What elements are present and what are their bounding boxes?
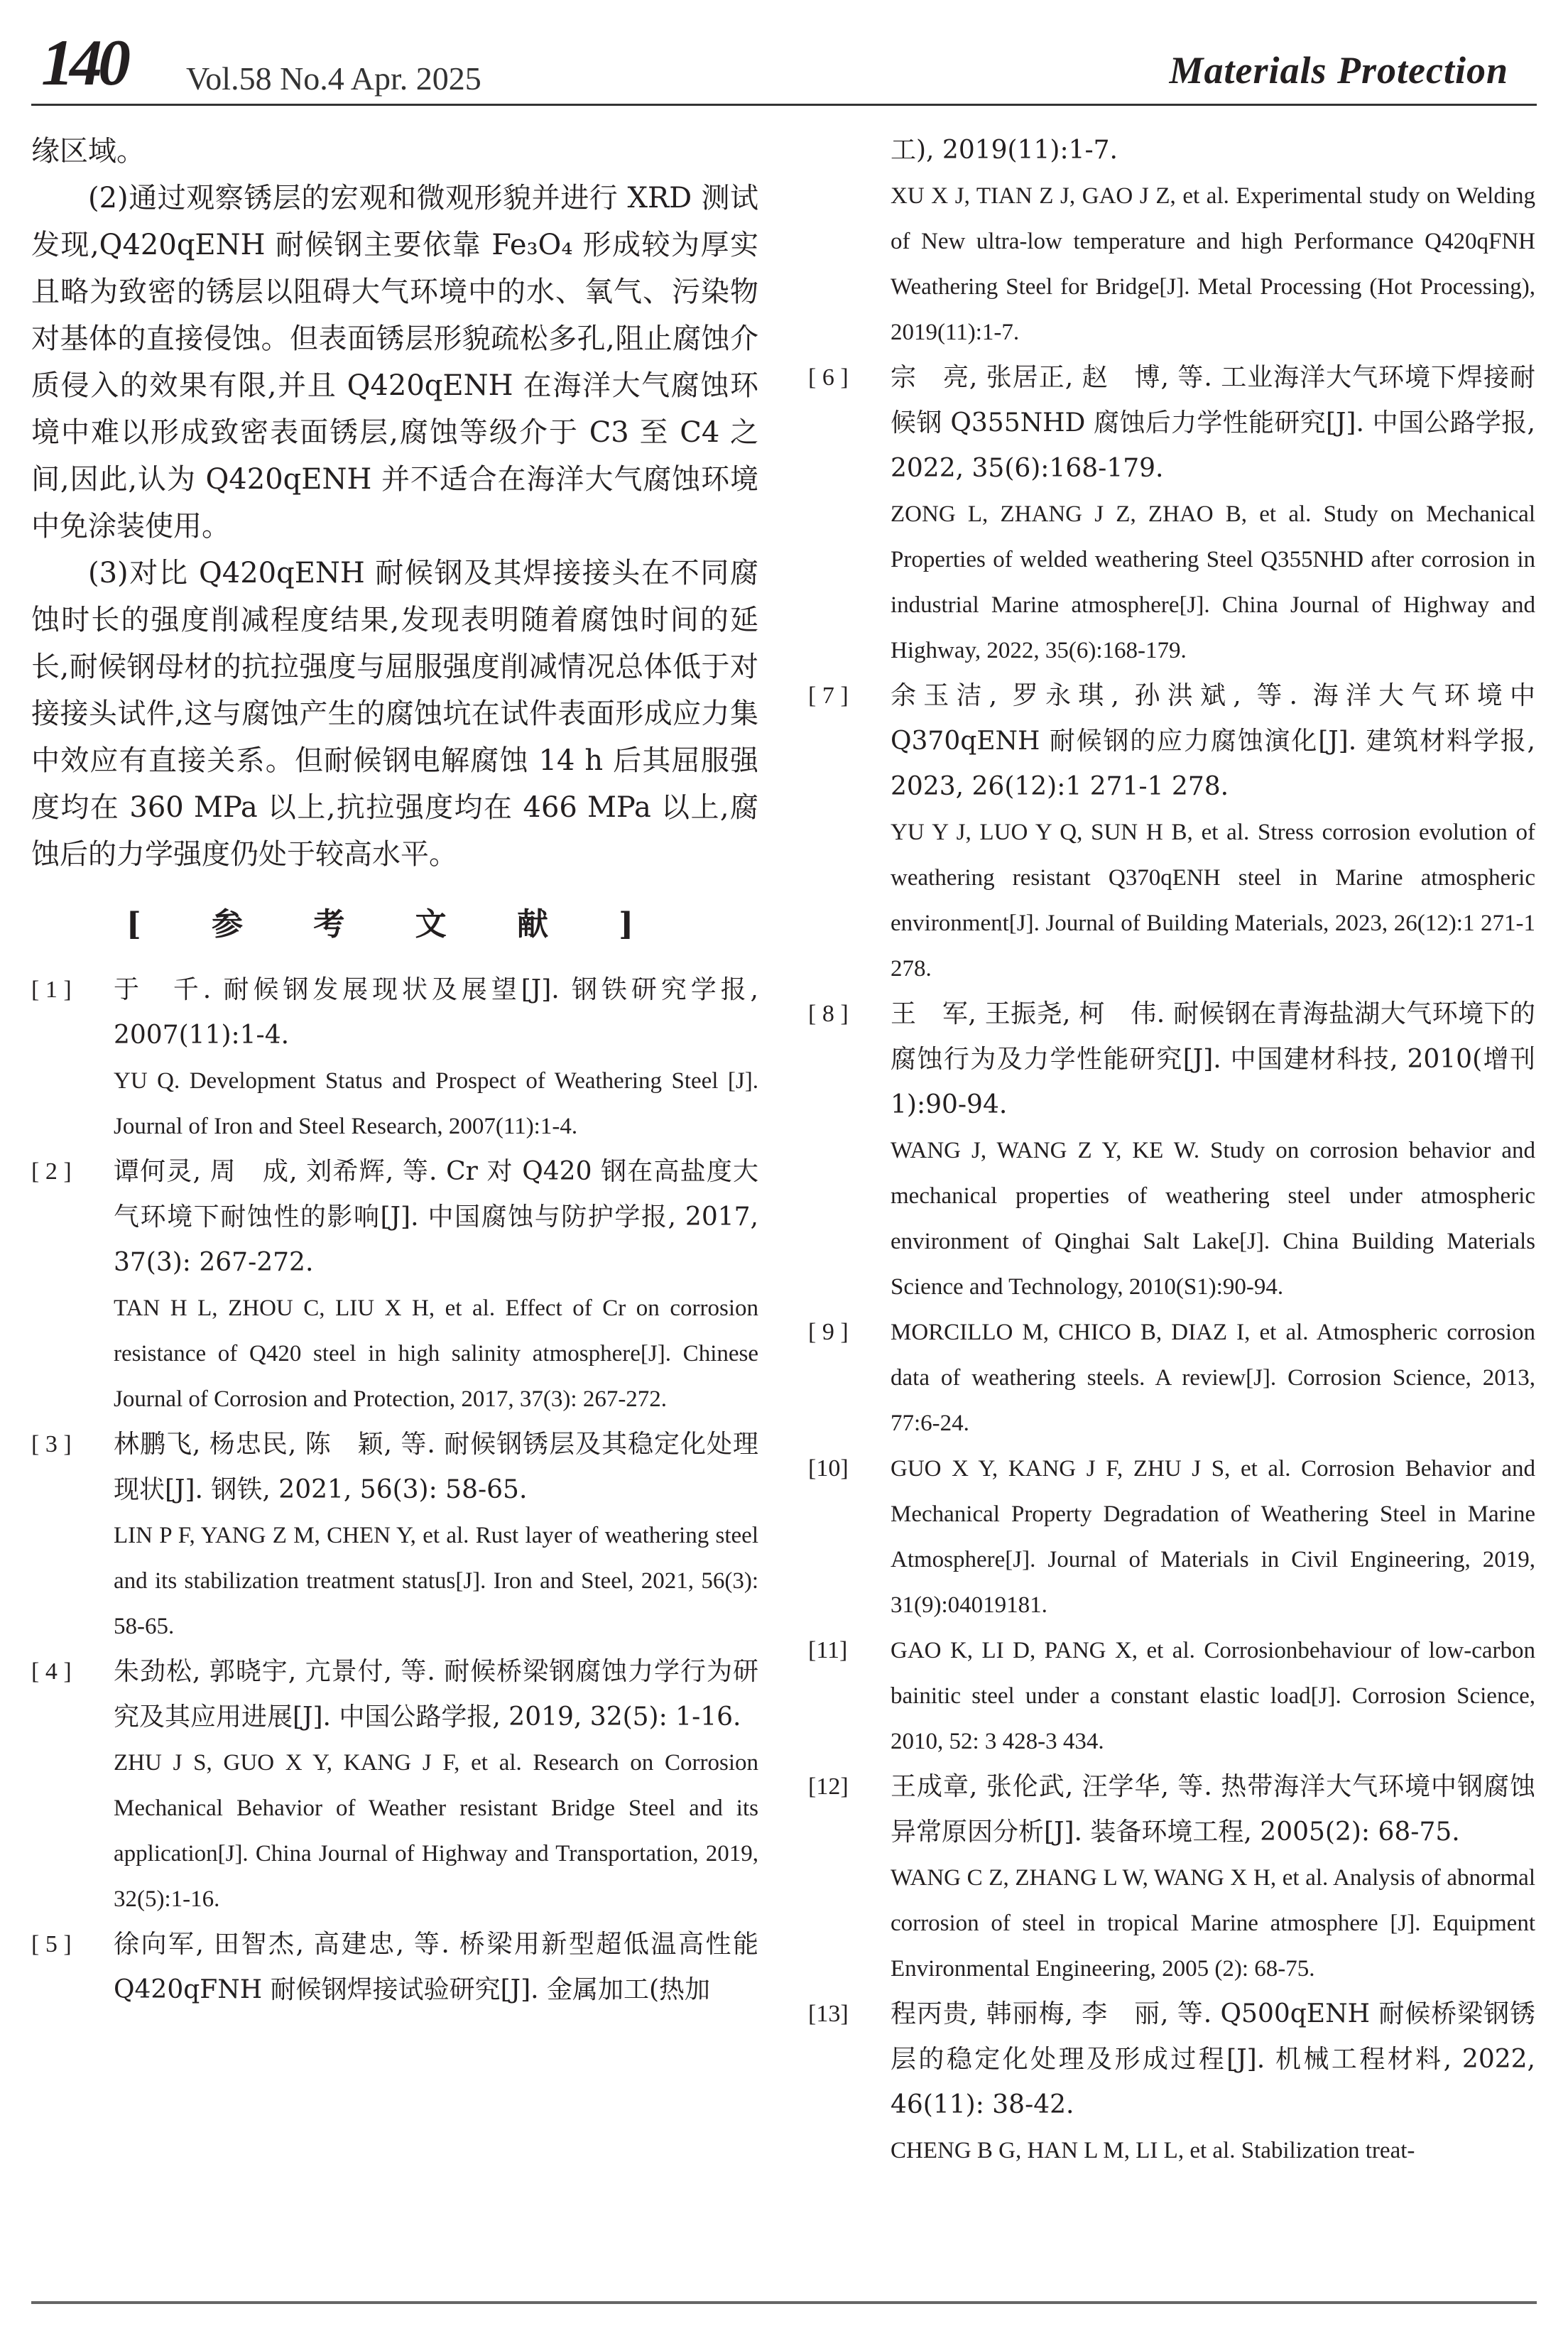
reference-en: LIN P F, YANG Z M, CHEN Y, et al. Rust layer of weathering steel and its stabilization treatment status[J]. Iron and Steel, 2021, 56(3): 58-65. xyxy=(114,1523,758,1639)
reference-en: GAO K, LI D, PANG X, et al. Corrosionbehaviour of low-carbon bainitic steel under a constant elastic load[J]. Corrosion Science, 2010, 52: 3 428-3 434. xyxy=(891,1638,1535,1754)
reference-en: ZHU J S, GUO X Y, KANG J F, et al. Research on Corrosion Mechanical Behavior of Weather resistant Bridge Steel and its application[J]. China Journal of Highway and Transportation, 2019, 32(5):1-16. xyxy=(114,1750,758,1912)
reference-en: ZONG L, ZHANG J Z, ZHAO B, et al. Study on Mechanical Properties of welded weathering Steel Q355NHD after corrosion in industrial Marine atmosphere[J]. China Journal of Highway and Highway, 2022, 35(6):168-179. xyxy=(891,501,1535,663)
reference-item xyxy=(808,673,1535,991)
reference-zh: 王 军, 王振尧, 柯 伟. 耐候钢在青海盐湖大气环境下的腐蚀行为及力学性能研究[J]. 中国建材科技, 2010(增刊 1):90-94. xyxy=(891,999,1535,1119)
reference-item xyxy=(31,967,758,1149)
reference-zh: 宗 亮, 张居正, 赵 博, 等. 工业海洋大气环境下焊接耐候钢 Q355NHD 腐蚀后力学性能研究[J]. 中国公路学报, 2022, 35(6):168-179. xyxy=(891,363,1535,483)
reference-number: [10] xyxy=(808,1455,849,1482)
reference-zh: 谭何灵, 周 成, 刘希辉, 等. Cr 对 Q420 钢在高盐度大气环境下耐蚀性的影响[J]. 中国腐蚀与防护学报, 2017, 37(3): 267-272. xyxy=(114,1157,758,1277)
reference-zh: 程丙贵, 韩丽梅, 李 丽, 等. Q500qENH 耐候桥梁钢锈层的稳定化处理及形成过程[J]. 机械工程材料, 2022, 46(11): 38-42. xyxy=(891,1999,1535,2119)
reference-en: GUO X Y, KANG J F, ZHU J S, et al. Corrosion Behavior and Mechanical Property Degradation of Weathering Steel in Marine Atmosphere[J]. Journal of Materials in Civil Engineering, 2019, 31(9):04019181. xyxy=(891,1456,1535,1618)
reference-item xyxy=(31,1149,758,1422)
reference-item xyxy=(808,1992,1535,2173)
reference-number: [ 7 ] xyxy=(808,683,849,709)
conclusion-3: (3)对比 Q420qENH 耐候钢及其焊接接头在不同腐蚀时长的强度削减程度结果,发现表明随着腐蚀时间的延长,耐候钢母材的抗拉强度与屈服强度削减情况总体低于对接接头试件,这与腐蚀产生的腐蚀坑在试件表面形成应力集中效应有直接关系。但耐候钢电解腐蚀 14 h 后其屈服强度均在 360 MPa 以上,抗拉强度均在 466 MPa 以上,腐蚀后的力学强度仍处于较高水平。 xyxy=(31,557,758,871)
paragraph-continuation: 缘区域。 xyxy=(31,135,145,168)
reference-zh: 徐向军, 田智杰, 高建忠, 等. 桥梁用新型超低温高性能 Q420qFNH 耐候钢焊接试验研究[J]. 金属加工(热加 xyxy=(114,1930,758,2004)
footer-rule xyxy=(31,2301,1537,2304)
reference-number: [13] xyxy=(808,2001,849,2027)
reference-number: [ 4 ] xyxy=(31,1658,72,1685)
journal-title: Materials Protection xyxy=(1169,49,1508,92)
reference-item xyxy=(808,355,1535,673)
reference-zh: 朱劲松, 郭晓宇, 亢景付, 等. 耐候桥梁钢腐蚀力学行为研究及其应用进展[J]. 中国公路学报, 2019, 32(5): 1-16. xyxy=(114,1657,758,1732)
right-column xyxy=(808,128,1535,2173)
left-column xyxy=(31,128,758,2013)
reference-number: [ 8 ] xyxy=(808,1001,849,1027)
reference-item xyxy=(808,1628,1535,1764)
reference-item xyxy=(31,1649,758,1922)
reference-en: WANG J, WANG Z Y, KE W. Study on corrosion behavior and mechanical properties of weathering steel under atmospheric environment of Qinghai Salt Lake[J]. China Building Materials Science and Technology, 2010(S1):90-94. xyxy=(891,1138,1535,1300)
reference-number: [11] xyxy=(808,1637,848,1663)
reference-number: [ 1 ] xyxy=(31,977,72,1003)
reference-item xyxy=(31,1422,758,1649)
reference-en: YU Y J, LUO Y Q, SUN H B, et al. Stress corrosion evolution of weathering resistant Q370qENH steel in Marine atmospheric environment[J]. Journal of Building Materials, 2023, 26(12):1 271-1 278. xyxy=(891,820,1535,982)
reference-en: TAN H L, ZHOU C, LIU X H, et al. Effect of Cr on corrosion resistance of Q420 steel in high salinity atmosphere[J]. Chinese Journal of Corrosion and Protection, 2017, 37(3): 267-272. xyxy=(114,1295,758,1412)
reference-zh: 于 千. 耐候钢发展现状及展望[J]. 钢铁研究学报, 2007(11):1-4. xyxy=(114,975,758,1050)
reference-item xyxy=(808,991,1535,1310)
page-number: 140 xyxy=(41,26,126,99)
reference-zh: 余玉洁, 罗永琪, 孙洪斌, 等. 海洋大气环境中 Q370qENH 耐候钢的应力腐蚀演化[J]. 建筑材料学报, 2023, 26(12):1 271-1 278. xyxy=(891,681,1535,801)
reference-en: MORCILLO M, CHICO B, DIAZ I, et al. Atmospheric corrosion data of weathering steels. A review[J]. Corrosion Science, 2013, 77:6-24. xyxy=(891,1320,1535,1436)
reference-en: XU X J, TIAN Z J, GAO J Z, et al. Experimental study on Welding of New ultra-low temperature and high Performance Q420qFNH Weathering Steel for Bridge[J]. Metal Processing (Hot Processing), 2019(11):1-7. xyxy=(891,183,1535,345)
reference-zh: 林鹏飞, 杨忠民, 陈 颖, 等. 耐候钢锈层及其稳定化处理现状[J]. 钢铁, 2021, 56(3): 58-65. xyxy=(114,1430,758,1504)
reference-number: [ 3 ] xyxy=(31,1431,72,1457)
reference-en: WANG C Z, ZHANG L W, WANG X H, et al. Analysis of abnormal corrosion of steel in tropical Marine atmosphere [J]. Equipment Environmental Engineering, 2005 (2): 68-75. xyxy=(891,1865,1535,1982)
reference-number: [ 6 ] xyxy=(808,364,849,391)
reference-continuation xyxy=(808,128,1535,355)
reference-number: [12] xyxy=(808,1773,849,1800)
reference-item xyxy=(808,1446,1535,1628)
reference-number: [ 9 ] xyxy=(808,1319,849,1345)
conclusion-2: (2)通过观察锈层的宏观和微观形貌并进行 XRD 测试发现,Q420qENH 耐候钢主要依靠 Fe₃O₄ 形成较为厚实且略为致密的锈层以阻碍大气环境中的水、氧气、污染物对基体的直接侵蚀。但表面锈层形貌疏松多孔,阻止腐蚀介质侵入的效果有限,并且 Q420qENH 在海洋大气腐蚀环境中难以形成致密表面锈层,腐蚀等级介于 C3 至 C4 之间,因此,认为 Q420qENH 并不适合在海洋大气腐蚀环境中免涂装使用。 xyxy=(31,182,758,543)
header-rule xyxy=(31,104,1537,106)
reference-en: CHENG B G, HAN L M, LI L, et al. Stabilization treat- xyxy=(891,2138,1415,2163)
reference-en: YU Q. Development Status and Prospect of Weathering Steel [J]. Journal of Iron and Steel Research, 2007(11):1-4. xyxy=(114,1068,758,1139)
reference-number: [ 5 ] xyxy=(31,1931,72,1957)
reference-item xyxy=(808,1310,1535,1446)
issue-info: Vol.58 No.4 Apr. 2025 xyxy=(186,60,481,97)
reference-zh: 王成章, 张伦武, 汪学华, 等. 热带海洋大气环境中钢腐蚀异常原因分析[J]. 装备环境工程, 2005(2): 68-75. xyxy=(891,1772,1535,1847)
references-title: [ 参 考 文 献 ] xyxy=(126,906,664,942)
reference-item xyxy=(31,1922,758,2013)
reference-item xyxy=(808,1764,1535,1992)
reference-number: [ 2 ] xyxy=(31,1158,72,1185)
reference-zh: 工), 2019(11):1-7. xyxy=(891,136,1118,165)
